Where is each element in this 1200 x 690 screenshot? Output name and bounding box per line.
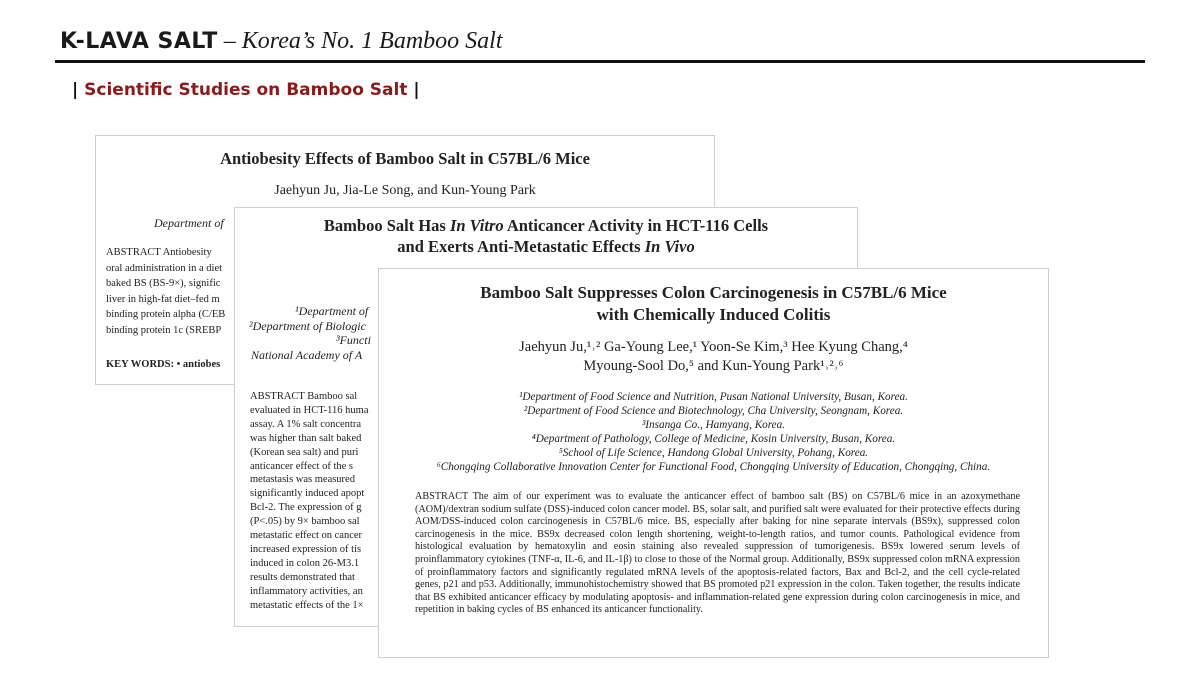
abstract-line: anticancer effect of the s [250, 460, 353, 472]
abstract-line: liver in high-fat diet–fed m [106, 293, 220, 305]
section-bracket-close: | [407, 80, 420, 100]
affiliation-line: ³Insanga Co., Hamyang, Korea. [641, 419, 786, 431]
paper-title [235, 215, 857, 257]
paper-authors [379, 338, 1048, 376]
abstract-line: significantly induced apopt [250, 488, 365, 500]
paper-authors: Jaehyun Ju, Jia-Le Song, and Kun-Young Park [274, 183, 536, 198]
paper-title-line-1: Bamboo Salt Suppresses Colon Carcinogenesis in C57BL/6 Mice [480, 283, 947, 302]
affiliation-line: ²Department of Food Science and Biotechnology, Cha University, Seongnam, Korea. [523, 405, 904, 417]
paper-title: Antiobesity Effects of Bamboo Salt in C57BL/6 Mice [220, 149, 590, 168]
abstract-line: ABSTRACT Antiobesity [106, 247, 212, 258]
abstract-line: ABSTRACT Bamboo sal [250, 391, 358, 402]
abstract-line: metastasis was measured [250, 474, 355, 486]
abstract-line: (Korean sea salt) and puri [250, 446, 359, 458]
header-divider [55, 60, 1145, 63]
section-heading [72, 80, 420, 100]
paper-colon-carcinogenesis [378, 268, 1049, 658]
abstract-line: inflammatory activities, an [250, 585, 363, 597]
paper-title-line-1: Bamboo Salt Has In Vitro Anticancer Activity in HCT-116 Cells [323, 216, 769, 235]
section-title: Scientific Studies on Bamboo Salt [84, 80, 408, 100]
paper-keywords: KEY WORDS: • antiobes [106, 359, 221, 370]
paper-affiliations [379, 390, 1048, 474]
affiliation-line: ²Department of Biologic [249, 319, 366, 333]
brand-name: K-LAVA SALT [60, 29, 218, 54]
section-bracket-open: | [72, 80, 85, 100]
abstract-line: results demonstrated that [250, 571, 355, 583]
page-header [60, 28, 502, 55]
abstract-line: baked BS (BS-9×), signific [106, 278, 221, 289]
affiliation-line: ¹Department of [295, 304, 369, 318]
affiliation-line: ¹Department of Food Science and Nutrition, Pusan National University, Busan, Korea. [519, 391, 908, 403]
affiliation-line: ⁵School of Life Science, Handong Global University, Pohang, Korea. [558, 447, 869, 459]
paper-authors-line-1: Jaehyun Ju,¹˒² Ga-Young Lee,¹ Yoon-Se Kim,³ Hee Kyung Chang,⁴ [519, 339, 908, 355]
affiliation-line: ⁴Department of Pathology, College of Medicine, Kosin University, Busan, Korea. [531, 433, 896, 445]
abstract-line: assay. A 1% salt concentra [250, 418, 361, 430]
abstract-line: increased expression of tis [250, 543, 362, 555]
abstract-line: Bcl-2. The expression of g [250, 502, 362, 514]
abstract-line: oral administration in a diet [106, 262, 223, 274]
affiliation-line: ⁶Chongqing Collaborative Innovation Center for Functional Food, Chongqing University of Education, Chongqing, China. [436, 461, 991, 473]
brand-tagline: – Korea’s No. 1 Bamboo Salt [223, 28, 503, 54]
abstract-line: metastatic effects of the 1× [250, 599, 364, 611]
abstract-line: metastatic effect on cancer [250, 530, 363, 541]
paper-title-line-2: with Chemically Induced Colitis [596, 305, 831, 324]
paper-department: Department of [154, 216, 224, 230]
abstract-line: (P<.05) by 9× bamboo sal [250, 516, 360, 528]
abstract-line: binding protein alpha (C/EB [106, 309, 226, 320]
paper-title-line-2: and Exerts Anti-Metastatic Effects In Vivo [397, 237, 695, 256]
paper-abstract: ABSTRACT The aim of our experiment was to evaluate the anticancer effect of bamboo salt (BS) on C57BL/6 mice in an azoxymethane (AOM)/dextran sodium sulfate (DSS)-induced colon cancer model. BS, solar salt, and purified salt were evaluated for their protective effects during AOM/DSS-induced colon carcinogenesis in C57BL/6 mice. BS, especially after baking for nine separate intervals (BS9x), suppressed colon carcinogenesis in the mice. BS9x decreased colon length shortening, weight-to-length ratios, and tumor counts. Pathological evidence from histological evaluation by hematoxylin and eosin staining also revealed suppression of tumorigenesis. BS9x lowered serum levels of proinflammatory cytokines (TNF-α, IL-6, and IL-1β) to close to those of the Normal group. Additionally, BS9x suppressed colon mRNA expression of proinflammatory factors and significantly regulated mRNA levels of the apoptosis-related factors, Bax and Bcl-2, and the cell cycle-related genes, p21 and p53. Additionally, immunohistochemistry showed that BS promoted p21 expression in the colon. Taken together, the results indicate that BS exhibited anticancer efficacy by modulating apoptosis- and inflammation-related gene expression during colon carcinogenesis in mice, and repetition in baking cycles of BS enhanced its anticancer functionality. [415, 491, 1020, 616]
abstract-line: was higher than salt baked [250, 432, 362, 444]
paper-authors-line-2: Myoung-Sool Do,⁵ and Kun-Young Park¹˒²˒⁶ [583, 358, 844, 374]
affiliation-line: National Academy of A [251, 348, 363, 362]
abstract-line: binding protein 1c (SREBP [106, 324, 222, 336]
abstract-line: evaluated in HCT-116 huma [250, 404, 369, 416]
abstract-line: induced in colon 26-M3.1 [250, 557, 360, 569]
paper-title [379, 282, 1048, 326]
affiliation-line: ³Functi [336, 333, 371, 347]
